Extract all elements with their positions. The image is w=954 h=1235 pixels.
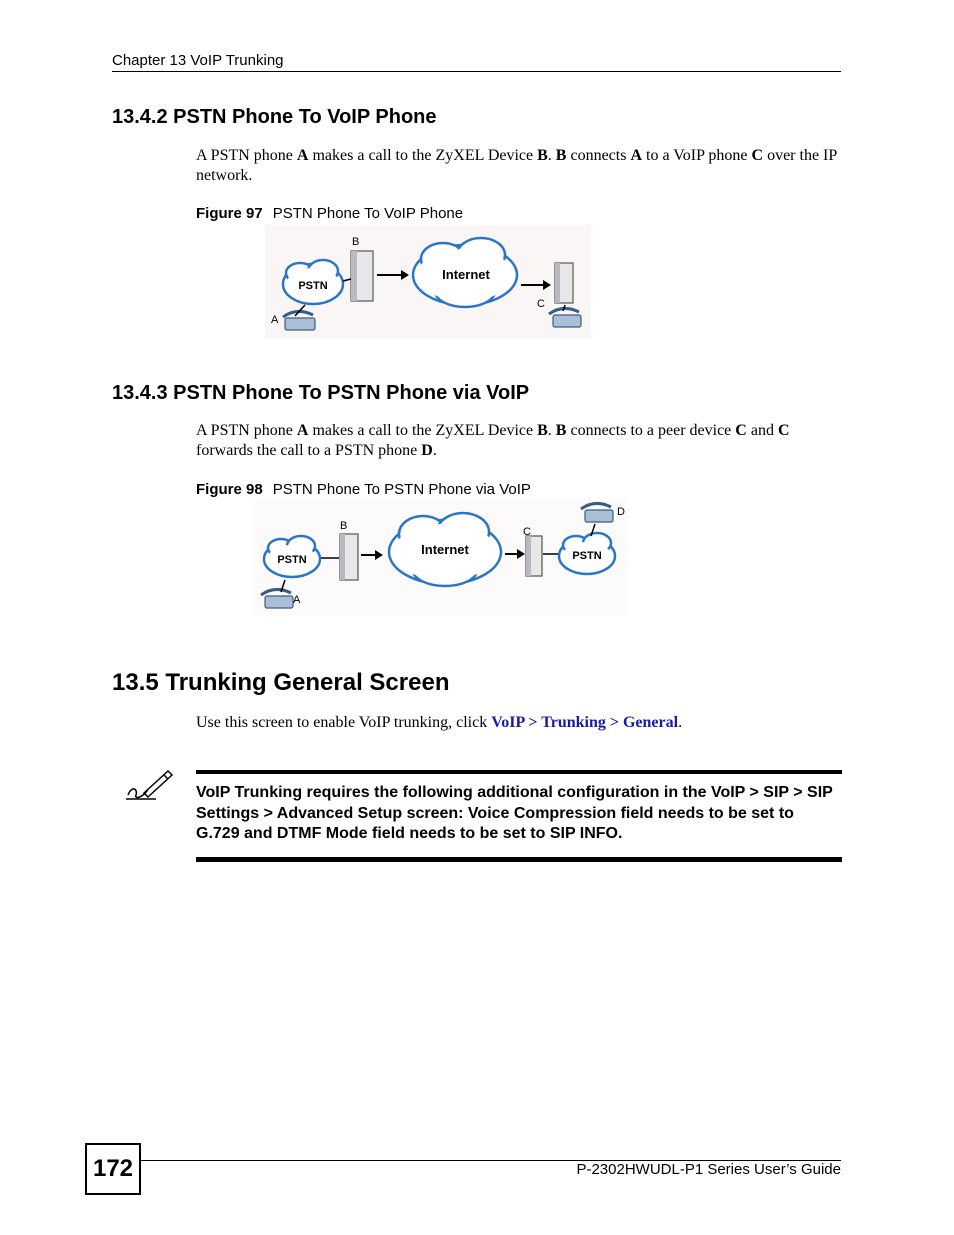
section-heading-13-5: 13.5 Trunking General Screen — [112, 669, 450, 696]
figure-title: PSTN Phone To PSTN Phone via VoIP — [272, 481, 531, 498]
device-c-icon — [526, 536, 542, 576]
diagram-label-internet: Internet — [421, 542, 469, 557]
diagram-label-pstn-left: PSTN — [277, 554, 307, 566]
device-b-icon — [351, 251, 373, 301]
diagram-label-b: B — [340, 520, 348, 532]
diagram-label-pstn: PSTN — [298, 280, 328, 292]
running-header: Chapter 13 VoIP Trunking — [112, 52, 284, 69]
diagram-label-pstn-right: PSTN — [572, 550, 602, 562]
diagram-label-internet: Internet — [442, 267, 490, 282]
figure-label: Figure 98 — [196, 481, 263, 498]
guide-title: P-2302HWUDL-P1 Series User’s Guide — [576, 1161, 841, 1178]
section-13-4-2-paragraph: A PSTN phone A makes a call to the ZyXEL Device B. B connects A to a VoIP phone C over the IP network. — [196, 147, 837, 184]
diagram-label-a: A — [293, 594, 301, 606]
figure-97-diagram — [265, 225, 591, 338]
diagram-label-c: C — [537, 298, 545, 310]
note-top-rule — [196, 770, 842, 774]
section-13-4-3-paragraph: A PSTN phone A makes a call to the ZyXEL Device B. B connects to a peer device C and C forwards the call to a PSTN phone D. — [196, 422, 790, 459]
header-rule — [112, 71, 841, 72]
diagram-label-c: C — [523, 526, 531, 538]
section-heading-13-4-3: 13.4.3 PSTN Phone To PSTN Phone via VoIP — [112, 382, 530, 404]
voip-trunking-general-link[interactable]: VoIP > Trunking > General — [491, 714, 679, 731]
figure-98-diagram — [255, 500, 627, 616]
section-13-5-paragraph: Use this screen to enable VoIP trunking, click VoIP > Trunking > General. — [196, 714, 683, 731]
diagram-label-a: A — [271, 314, 279, 326]
figure-label: Figure 97 — [196, 205, 263, 222]
note-text: VoIP Trunking requires the following additional configuration in the VoIP > SIP > SIP Settings > Advanced Setup screen: Voice Compression field needs to be set to G.729 and DTMF Mode field needs to be set to SIP INFO. — [196, 784, 833, 842]
device-c-icon — [555, 263, 573, 303]
figure-title: PSTN Phone To VoIP Phone — [272, 205, 464, 222]
device-b-icon — [340, 534, 358, 580]
page-number: 172 — [85, 1143, 141, 1195]
diagram-label-d: D — [617, 506, 625, 518]
diagram-label-b: B — [352, 236, 360, 248]
note-bottom-rule — [196, 857, 842, 862]
section-heading-13-4-2: 13.4.2 PSTN Phone To VoIP Phone — [112, 106, 437, 128]
figure-98-caption — [196, 481, 531, 498]
note-pencil-icon — [124, 767, 174, 803]
figure-97-caption — [196, 205, 463, 222]
